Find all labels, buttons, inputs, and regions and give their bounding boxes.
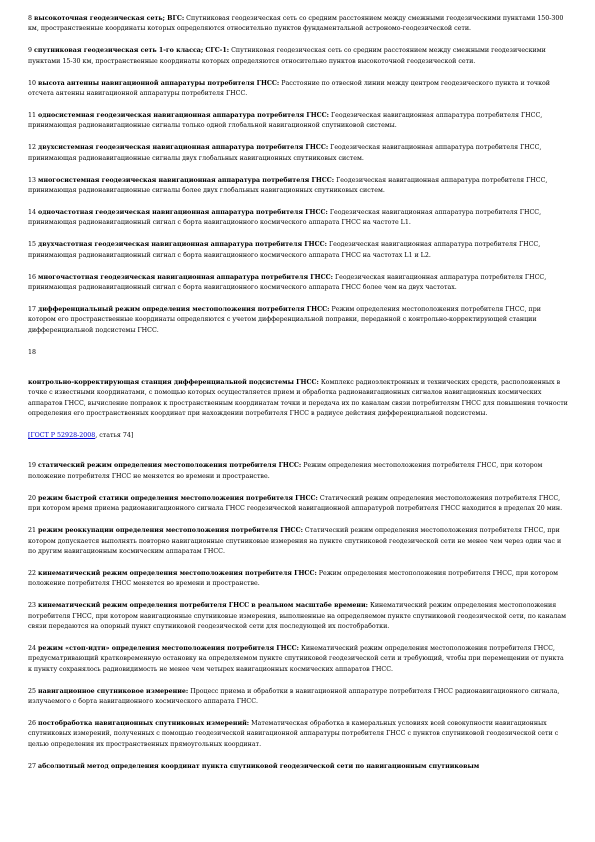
definition-text: Режим определения местоположения потребителя ГНСС, при котором его пространственные координаты определяются с учетом дифференциальной поправки, переданной с контрольно-корректирующей станции дифференциальной подсистемы ГНСС. — [28, 305, 541, 334]
term: высокоточная геодезическая сеть; ВГС: — [34, 15, 185, 22]
definition-26 — [28, 719, 569, 750]
definition-text: Режим определения местоположения потребителя ГНСС, при котором положение потребителя ГНСС не меняется во времени и пространстве. — [28, 462, 543, 480]
definition-text: Процесс приема и обработки в навигационной аппаратуре потребителя ГНСС радионавигационного сигнала, излучаемого с борта навигационного космического аппарата ГНСС. — [28, 687, 560, 705]
definition-23 — [28, 601, 569, 632]
definition-8 — [28, 14, 569, 35]
definition-text: Расстояние по отвесной линии между центром геодезического пункта и точкой отсчета антенны навигационной аппаратуры потребителя ГНСС. — [28, 79, 551, 98]
definition-18-number: 18 — [28, 348, 37, 356]
term: двухсистемная геодезическая навигационная аппаратура потребителя ГНСС: — [38, 144, 329, 152]
definition-text: Кинематический режим определения местоположения потребителя ГНСС, предусматривающий кратковременную остановку на определяемом пункте спутниковой геодезической сети и требующий, чтобы при перемещении от пункта к пункту сохранялось радиовидимость не менее чем четырех навигационных космических аппаратов ГНСС. — [28, 644, 564, 673]
item-number: 24 — [28, 644, 37, 652]
definition-19 — [28, 461, 569, 482]
definition-text: Геодезическая навигационная аппаратура потребителя ГНСС, принимающая радионавигационные сигналы двух глобальных навигационных спутниковых систем. — [28, 144, 542, 162]
term: дифференциальный режим определения местоположения потребителя ГНСС: — [38, 305, 330, 313]
item-number: 19 — [28, 462, 37, 470]
term: спутниковая геодезическая сеть 1-го класса; СГС-1: — [34, 47, 230, 55]
item-number: 23 — [28, 602, 37, 610]
item-number: 10 — [28, 79, 37, 87]
term: двухчастотная геодезическая навигационная аппаратура потребителя ГНСС: — [38, 241, 327, 249]
item-number: 26 — [28, 719, 37, 727]
item-number: 15 — [28, 241, 37, 249]
item-number: 14 — [28, 208, 37, 216]
definition-10 — [28, 79, 569, 100]
term: навигационное спутниковое измерение: — [38, 687, 189, 695]
term: многочастотная геодезическая навигационная аппаратура потребителя ГНСС: — [38, 273, 333, 281]
definition-text: Геодезическая навигационная аппаратура потребителя ГНСС, принимающая радионавигационные сигналы более двух глобальных навигационных спутниковых систем. — [28, 176, 548, 194]
definition-18 — [28, 378, 569, 420]
definition-24 — [28, 644, 569, 675]
reference-note — [28, 431, 569, 441]
term: статический режим определения местоположения потребителя ГНСС: — [38, 462, 302, 470]
term: абсолютный метод определения координат пункта спутниковой геодезической сети по навигационным спутниковым — [38, 762, 480, 770]
definition-9 — [28, 46, 569, 67]
definition-text: Геодезическая навигационная аппаратура потребителя ГНСС, принимающая радионавигационный сигнал с борта навигационного космического аппарата ГНСС на частоте L1. — [28, 208, 542, 227]
definition-text: Геодезическая навигационная аппаратура потребителя ГНСС, принимающая радионавигационные сигналы только одной глобальной навигационной спутниковой системы. — [28, 111, 543, 130]
definition-15 — [28, 240, 569, 261]
definition-25 — [28, 687, 569, 708]
item-number: 13 — [28, 176, 37, 184]
definitions-list-1 — [28, 14, 569, 336]
item-number: 9 — [28, 47, 33, 55]
term: режим реоккупации определения местоположения потребителя ГНСС: — [38, 527, 303, 535]
term: одночастотная геодезическая навигационная аппаратура потребителя ГНСС: — [38, 208, 328, 216]
definition-text: Геодезическая навигационная аппаратура потребителя ГНСС, принимающая радионавигационный сигнал с борта навигационного космического аппарата ГНСС более чем на двух частотах. — [28, 273, 547, 291]
item-number: 27 — [28, 762, 37, 770]
definition-text: Режим определения местоположения потребителя ГНСС, при котором положение потребителя ГНСС меняется во времени и пространстве. — [28, 569, 559, 588]
definition-text: Статический режим определения местоположения потребителя ГНСС, при котором время приема радионавигационного сигнала ГНСС геодезической навигационной аппаратурой потребителя ГНСС находится в пределах 20 мин. — [28, 494, 563, 513]
term: режим быстрой статики определения местоположения потребителя ГНСС: — [38, 494, 318, 502]
definition-12 — [28, 143, 569, 164]
item-number: 22 — [28, 569, 37, 577]
definition-21 — [28, 526, 569, 557]
definitions-list-2 — [28, 461, 569, 772]
definition-20 — [28, 494, 569, 515]
definition-text: Математическая обработка в камеральных условиях всей совокупности навигационных спутниковых измерений, полученных с помощью геодезической навигационной аппаратуры потребителя ГНСС с пунктов спутниковой геодезической сети с целью определения их пространственных прямоугольных координат. — [28, 719, 559, 748]
term: контрольно-корректирующая станция дифференциальной подсистемы ГНСС: — [28, 378, 319, 386]
definition-14 — [28, 208, 569, 229]
term: кинематический режим определения потребителя ГНСС в реальном масштабе времени: — [38, 602, 368, 610]
item-number: 16 — [28, 273, 37, 281]
reference-article: , статья 74] — [95, 432, 134, 440]
term: высота антенны навигационной аппаратуры потребителя ГНСС: — [38, 79, 280, 87]
term: постобработка навигационных спутниковых измерений: — [38, 719, 250, 727]
definition-11 — [28, 111, 569, 132]
item-number: 11 — [28, 111, 37, 119]
item-number: 12 — [28, 144, 37, 152]
definition-22 — [28, 569, 569, 590]
item-number: 20 — [28, 494, 37, 502]
definition-text: Спутниковая геодезическая сеть со средним расстоянием между смежными геодезическими пунктами 150-300 км, пространственные координаты которых определяются относительно пунктов фундаментальной астрономо-геодезической сети. — [28, 15, 564, 33]
item-number: 17 — [28, 305, 37, 313]
definition-27 — [28, 762, 569, 772]
definition-17 — [28, 305, 569, 336]
term: кинематический режим определения местоположения потребителя ГНСС: — [38, 569, 317, 577]
term: многосистемная геодезическая навигационная аппаратура потребителя ГНСС: — [38, 176, 335, 184]
item-number: 8 — [28, 15, 33, 22]
definition-text: Комплекс радиоэлектронных и технических средств, расположенных в точке с известными координатами, с помощью которых осуществляется прием и обработка радионавигационных сигналов навигационных космических аппаратов ГНСС, вычисление поправок к пространственным координатам точки и передача их по каналам связи потребителям ГНСС для повышения точности определения его пространственных координат при нахождении потребителя ГНСС в радиусе действия дифференциальной подсистемы. — [28, 378, 568, 418]
term: односистемная геодезическая навигационная аппаратура потребителя ГНСС: — [38, 111, 329, 119]
definition-text: Кинематический режим определения местоположения потребителя ГНСС, при котором навигационные спутниковые измерения, выполненные на определяемом пункте спутниковой геодезической сети, по каналам связи передаются на опорный пункт спутниковой геодезической сети для последующей их постобработки. — [28, 602, 567, 630]
term: режим «стоп-идти» определения местоположения потребителя ГНСС: — [38, 644, 299, 652]
definition-text: Статический режим определения местоположения потребителя ГНСС, при котором допускается выполнять повторно навигационные спутниковые измерения на пункте спутниковой геодезической сети не менее чем через один час и по другим навигационным космическим аппаратам ГНСС. — [28, 527, 562, 555]
definition-text: Спутниковая геодезическая сеть со средним расстоянием между смежными геодезическими пунктами 15-30 км, пространственные координаты которых определяются относительно пунктов высокоточной геодезической сети. — [28, 47, 546, 65]
definition-16 — [28, 273, 569, 294]
standard-reference-link[interactable]: [ГОСТ Р 52928-2008 — [28, 432, 96, 440]
item-number: 25 — [28, 687, 37, 695]
definition-13 — [28, 176, 569, 197]
item-number: 21 — [28, 527, 37, 535]
definition-text: Геодезическая навигационная аппаратура потребителя ГНСС, принимающая радионавигационный сигнал с борта навигационного космического аппарата ГНСС на частотах L1 и L2. — [28, 241, 541, 259]
